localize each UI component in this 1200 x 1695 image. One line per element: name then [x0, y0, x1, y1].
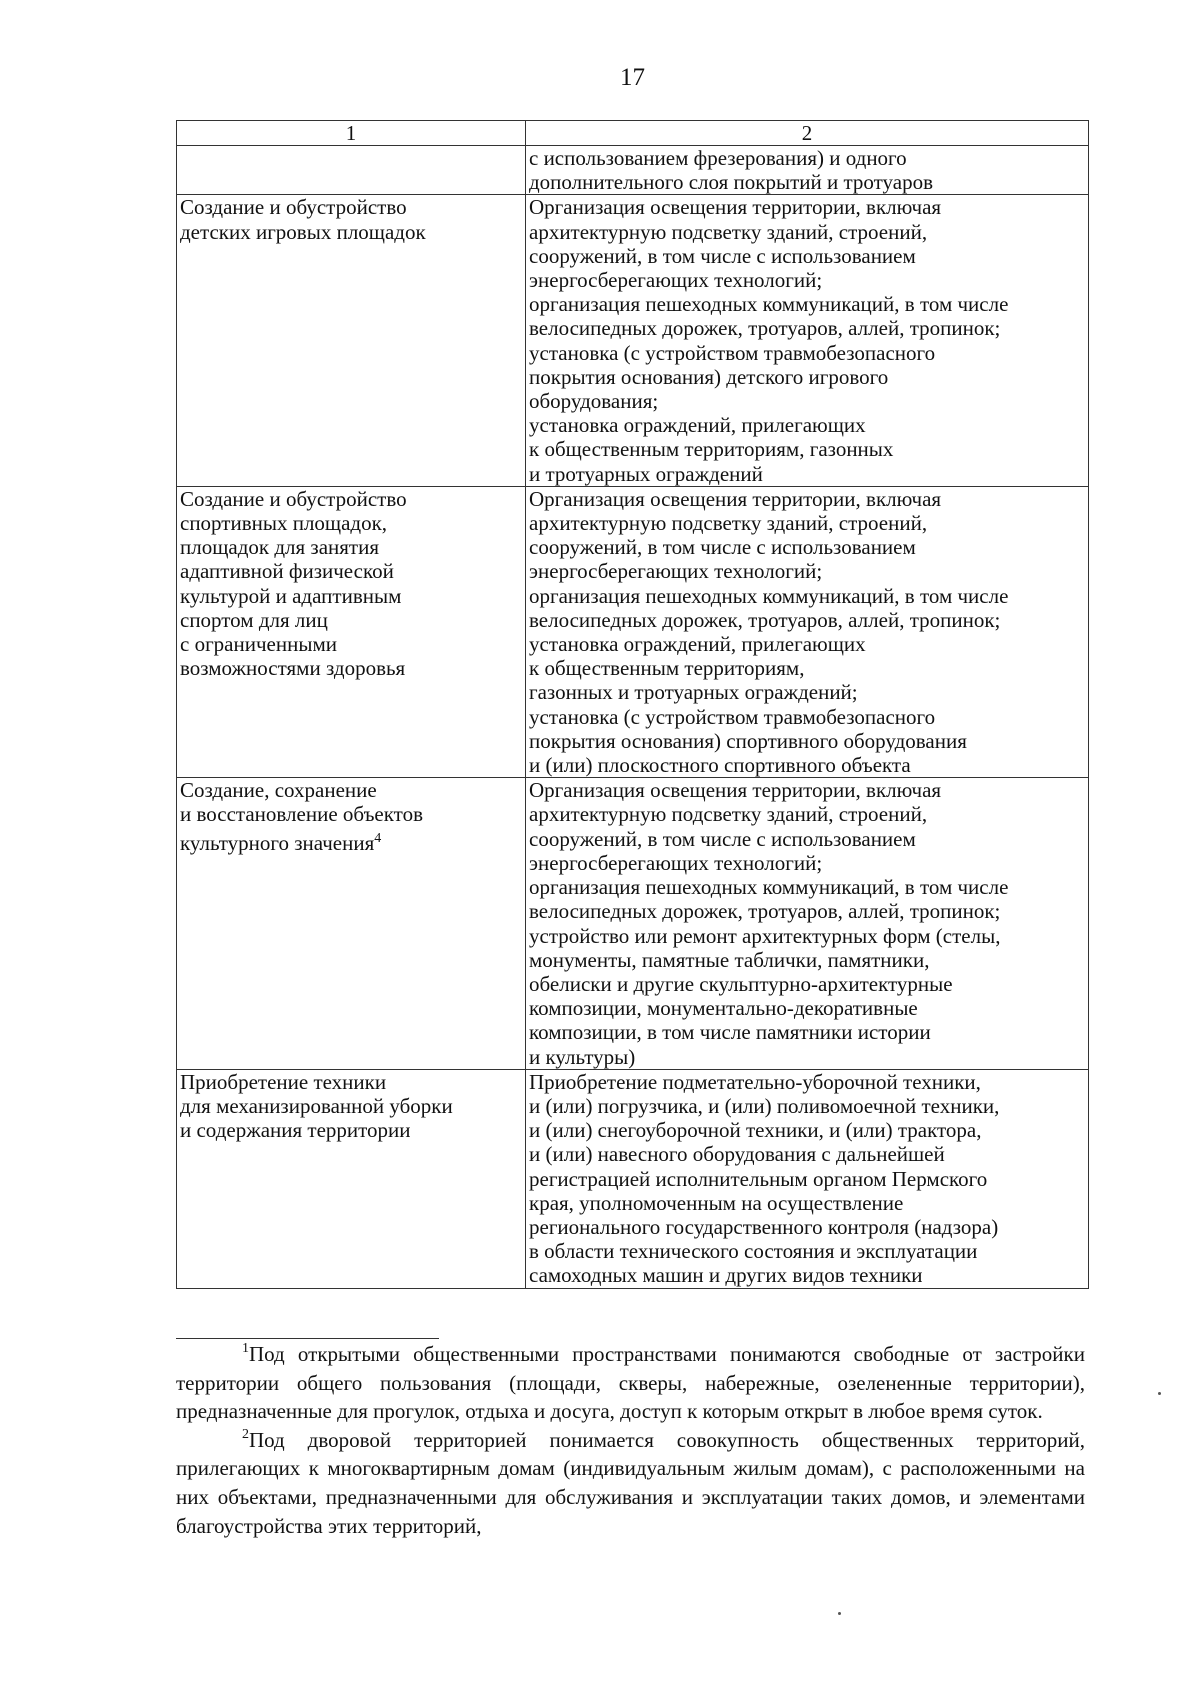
scan-speck — [1158, 1392, 1161, 1395]
scan-speck — [838, 1612, 841, 1615]
table-row — [177, 146, 1089, 195]
footnote-text: Под открытыми общественными пространствами понимаются свободные от застройки территории общего пользования (площади, скверы, набережные, озелененные территории), предназначенные для прогулок, отдыха и досуга, доступ к которым открыт в любое время суток. — [176, 1342, 1085, 1424]
table-row — [177, 195, 1089, 486]
table-cell-works: Приобретение подметательно-уборочной техники, и (или) погрузчика, и (или) поливомоечной техники, и (или) снегоуборочной техники, и (или) трактора, и (или) навесного оборудования с дальнейшей регистрацией исполнительным органом Пермского края, уполномоченным на осуществление регионального государственного контроля (надзора) в области технического состояния и эксплуатации самоходных машин и других видов техники — [526, 1069, 1089, 1288]
table-cell-works: Организация освещения территории, включая архитектурную подсветку зданий, строений, сооружений, в том числе с использованием энергосберегающих технологий; организация пешеходных коммуникаций, в том числе велосипедных дорожек, тротуаров, аллей, тропинок; установка (с устройством травмобезопасного покрытия основания) детского игрового оборудования; установка ограждений, прилегающих к общественным территориям, газонных и тротуарных ограждений — [526, 195, 1089, 486]
table-cell-measure — [177, 778, 526, 1069]
footnote-separator — [176, 1338, 439, 1339]
table-cell-measure: Создание и обустройство детских игровых площадок — [177, 195, 526, 486]
table-cell-measure: Создание и обустройство спортивных площадок, площадок для занятия адаптивной физической культурой и адаптивным спортом для лиц с ограниченными возможностями здоровья — [177, 486, 526, 777]
footnote-marker: 1 — [242, 1341, 249, 1356]
table-row — [177, 486, 1089, 777]
column-header-2: 2 — [526, 121, 1089, 146]
footnote-text: Под дворовой территорией понимается совокупность общественных территорий, прилегающих к многоквартирным домам (индивидуальным жилым домам), с расположенными на них объектами, предназначенными для обслуживания и эксплуатации таких домов, и элементами благоустройства этих территорий, — [176, 1427, 1085, 1538]
table-cell-measure-text: Создание, сохранение и восстановление объектов культурного значения — [180, 778, 423, 855]
table-cell-works: Организация освещения территории, включая архитектурную подсветку зданий, строений, сооружений, в том числе с использованием энергосберегающих технологий; организация пешеходных коммуникаций, в том числе велосипедных дорожек, тротуаров, аллей, тропинок; установка ограждений, прилегающих к общественным территориям, газонных и тротуарных ограждений; установка (с устройством травмобезопасного покрытия основания) спортивного оборудования и (или) плоскостного спортивного объекта — [526, 486, 1089, 777]
footnote-ref-4: 4 — [374, 830, 382, 846]
footnote-1 — [176, 1340, 1085, 1426]
column-header-1: 1 — [177, 121, 526, 146]
page-number: 17 — [620, 64, 645, 91]
table-cell-measure — [177, 146, 526, 195]
footnote-2 — [176, 1426, 1085, 1540]
footnotes — [176, 1340, 1085, 1540]
table-header-row — [177, 121, 1089, 146]
table-cell-measure: Приобретение техники для механизированной уборки и содержания территории — [177, 1069, 526, 1288]
measures-table — [176, 120, 1089, 1289]
table-row — [177, 1069, 1089, 1288]
table-cell-works: Организация освещения территории, включая архитектурную подсветку зданий, строений, сооружений, в том числе с использованием энергосберегающих технологий; организация пешеходных коммуникаций, в том числе велосипедных дорожек, тротуаров, аллей, тропинок; устройство или ремонт архитектурных форм (стелы, монументы, памятные таблички, памятники, обелиски и другие скульптурно-архитектурные композиции, монументально-декоративные композиции, в том числе памятники истории и культуры) — [526, 778, 1089, 1069]
footnote-marker: 2 — [242, 1426, 249, 1442]
table-cell-works: с использованием фрезерования) и одного дополнительного слоя покрытий и тротуаров — [526, 146, 1089, 195]
table-row — [177, 778, 1089, 1069]
